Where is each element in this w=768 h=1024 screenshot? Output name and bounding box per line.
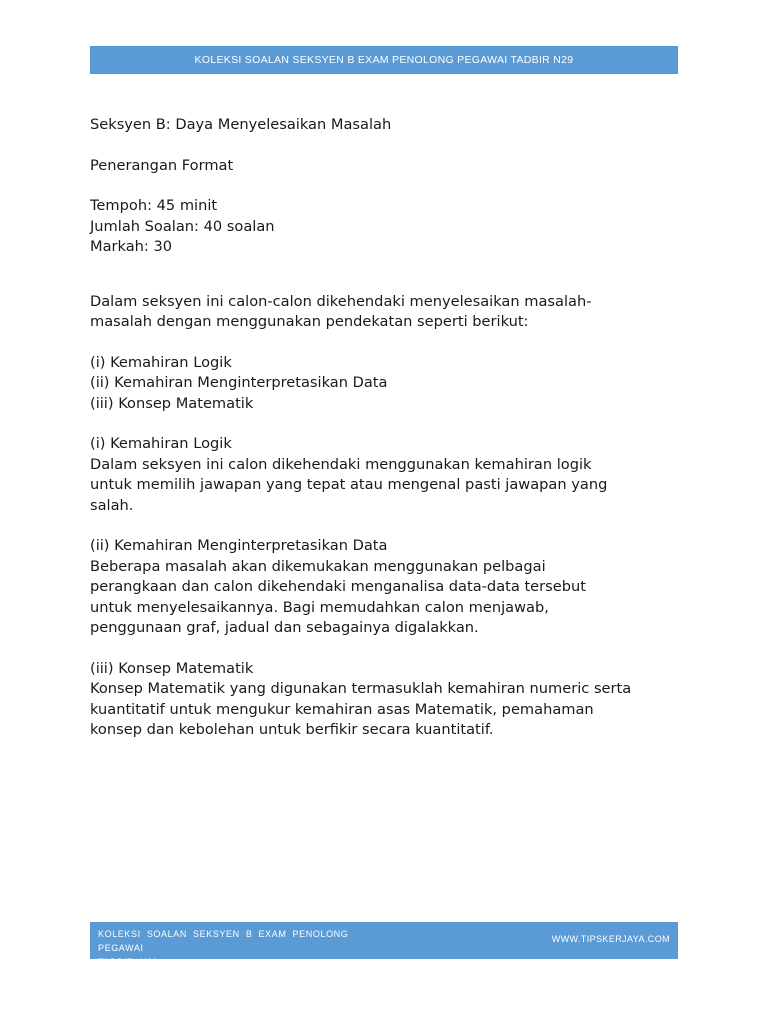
section-heading: (iii) Konsep Matematik — [90, 659, 254, 677]
paragraph-line: Konsep Matematik yang digunakan termasuklah kemahiran numeric serta — [90, 680, 632, 697]
footer-title-line: TADBIR N29 — [98, 957, 159, 967]
footer-title — [98, 927, 398, 969]
paragraph-line: penggunaan graf, jadual dan sebagainya digalakkan. — [90, 619, 479, 636]
footer-title-line: KOLEKSI SOALAN SEKSYEN B EXAM PENOLONG PEGAWAI — [98, 929, 349, 953]
approach-item: (ii) Kemahiran Menginterpretasikan Data — [90, 374, 388, 391]
duration-text: Tempoh: 45 minit — [90, 197, 218, 214]
document-body — [90, 115, 690, 741]
question-count-text: Jumlah Soalan: 40 soalan — [90, 217, 275, 235]
paragraph-line: Beberapa masalah akan dikemukakan menggunakan pelbagai — [90, 557, 546, 575]
paragraph-line: konsep dan kebolehan untuk berfikir secara kuantitatif. — [90, 721, 494, 738]
paragraph-line: salah. — [90, 496, 134, 514]
paragraph-line: untuk menyelesaikannya. Bagi memudahkan calon menjawab, — [90, 598, 549, 616]
approach-item: (iii) Konsep Matematik — [90, 394, 254, 412]
header-bar — [90, 46, 678, 74]
paragraph-line: Dalam seksyen ini calon dikehendaki menggunakan kemahiran logik — [90, 455, 592, 473]
intro-line: masalah dengan menggunakan pendekatan seperti berikut: — [90, 313, 529, 330]
section-heading: (i) Kemahiran Logik — [90, 435, 232, 452]
approach-item: (i) Kemahiran Logik — [90, 353, 232, 371]
paragraph-line: untuk memilih jawapan yang tepat atau mengenal pasti jawapan yang — [90, 476, 608, 493]
header-title: KOLEKSI SOALAN SEKSYEN B EXAM PENOLONG PEGAWAI TADBIR N29 — [194, 54, 574, 66]
section-heading: (ii) Kemahiran Menginterpretasikan Data — [90, 537, 388, 554]
paragraph-line: kuantitatif untuk mengukur kemahiran asas Matematik, pemahaman — [90, 700, 594, 718]
marks-text: Markah: 30 — [90, 238, 173, 255]
intro-line: Dalam seksyen ini calon-calon dikehendaki menyelesaikan masalah- — [90, 292, 592, 310]
section-title: Seksyen B: Daya Menyelesaikan Masalah — [90, 116, 392, 133]
format-heading: Penerangan Format — [90, 156, 234, 174]
footer-website-link[interactable]: WWW.TIPSKERJAYA.COM — [551, 934, 670, 944]
paragraph-line: perangkaan dan calon dikehendaki menganalisa data-data tersebut — [90, 578, 586, 595]
footer-bar — [90, 922, 678, 967]
